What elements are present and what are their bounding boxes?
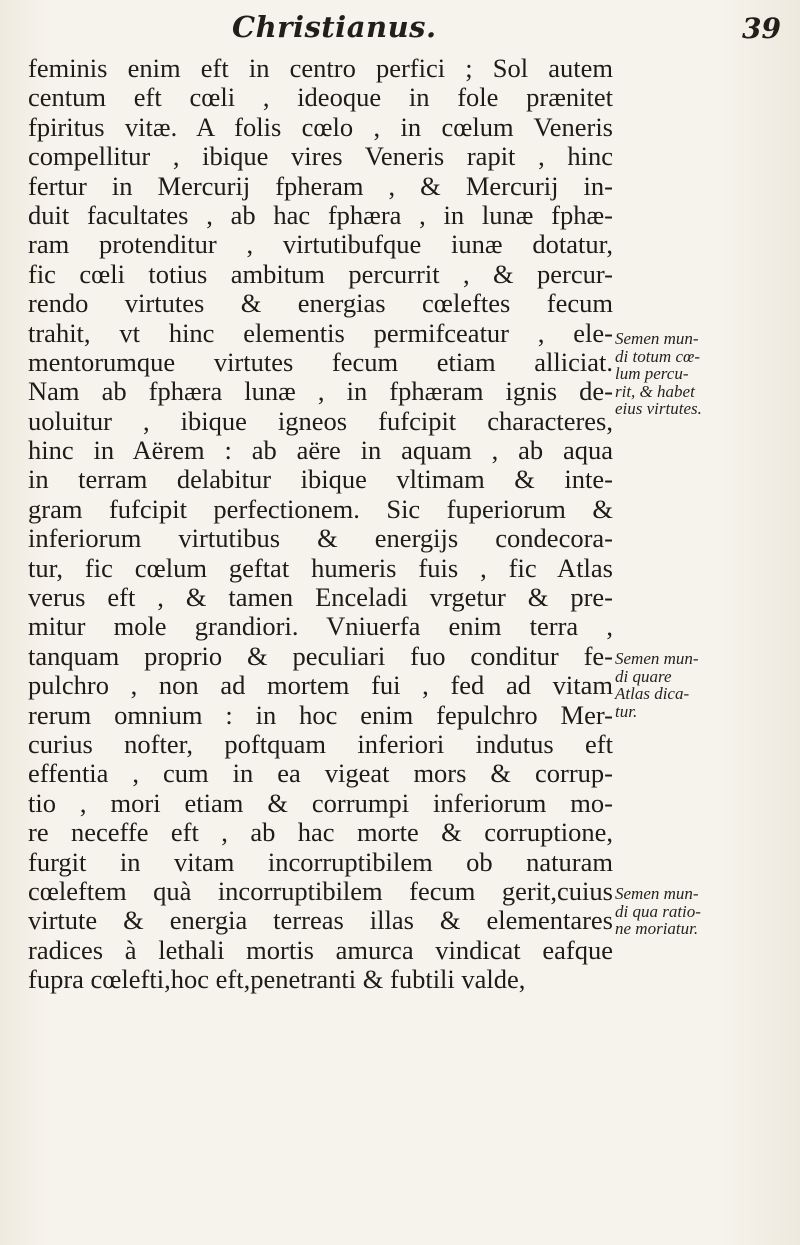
text-line: mitur mole grandiori. Vniuerfa enim terra , <box>28 611 613 642</box>
text-line: compellitur , ibique vires Veneris rapit , hinc <box>28 141 613 172</box>
text-line: inferiorum virtutibus & energijs condecora- <box>28 523 613 554</box>
text-line: in terram delabitur ibique vltimam & inte- <box>28 464 613 495</box>
body-text <box>28 54 613 995</box>
margin-note <box>615 330 797 418</box>
text-line: rerum omnium : in hoc enim fepulchro Mer- <box>28 699 613 730</box>
text-line: fpiritus vitæ. A folis cœlo , in cœlum Veneris <box>28 111 613 142</box>
text-line: tur, fic cœlum geftat humeris fuis , fic Atlas <box>28 552 613 583</box>
text-line: cœleftem quà incorruptibilem fecum gerit,cuius <box>28 875 613 906</box>
margin-note <box>615 650 797 720</box>
margin-note-line: eius virtutes. <box>615 399 702 418</box>
text-line: mentorumque virtutes fecum etiam alliciat. <box>28 346 613 377</box>
text-line: feminis enim eft in centro perfici ; Sol autem <box>28 53 613 83</box>
text-line: duit facultates , ab hac fphæra , in lunæ fphæ- <box>28 199 613 230</box>
text-line: furgit in vitam incorruptibilem ob naturam <box>28 846 613 877</box>
margin-note-line: di quare <box>615 666 672 686</box>
text-line: tanquam proprio & peculiari fuo conditur fe- <box>28 640 613 671</box>
text-line: curius nofter, poftquam inferiori indutus eft <box>28 728 613 759</box>
text-line: uoluitur , ibique igneos fufcipit characteres, <box>28 405 613 436</box>
page-number: 39 <box>742 12 781 45</box>
text-line: rendo virtutes & energias cœleftes fecum <box>28 288 613 319</box>
text-line: pulchro , non ad mortem fui , fed ad vitam <box>28 670 613 701</box>
margin-note-line: tur. <box>615 701 638 721</box>
margin-note-line: Semen mun- <box>615 649 699 668</box>
text-line: radices à lethali mortis amurca vindicat eafque <box>28 934 613 965</box>
text-line: verus eft , & tamen Enceladi vrgetur & pre- <box>28 582 613 613</box>
text-line: gram fufcipit perfectionem. Sic fuperiorum & <box>28 493 613 524</box>
text-line: effentia , cum in ea vigeat mors & corrup- <box>28 758 613 789</box>
text-line: trahit, vt hinc elementis permifceatur , ele- <box>28 317 613 348</box>
text-line: tio , mori etiam & corrumpi inferiorum mo- <box>28 787 613 818</box>
margin-note-line: lum percu- <box>615 364 689 383</box>
text-line: centum eft cœli , ideoque in fole prænitet <box>28 82 613 113</box>
margin-note-line: di qua ratio- <box>615 901 701 921</box>
page-header <box>0 6 800 50</box>
text-line: hinc in Aërem : ab aëre in aquam , ab aqua <box>28 435 613 466</box>
running-title: Christianus. <box>232 10 437 44</box>
text-line: fupra cœlefti,hoc eft,penetranti & fubtili valde, <box>28 964 526 995</box>
text-line: fic cœli totius ambitum percurrit , & percur- <box>28 258 613 289</box>
text-line: fertur in Mercurij fpheram , & Mercurij in- <box>28 170 613 201</box>
margin-note <box>615 885 797 938</box>
margin-note-line: Semen mun- <box>615 329 699 348</box>
text-line: virtute & energia terreas illas & elementares <box>28 905 613 936</box>
margin-note-line: Semen mun- <box>615 884 699 903</box>
text-line: ram protenditur , virtutibufque iunæ dotatur, <box>28 229 613 260</box>
text-line: Nam ab fphæra lunæ , in fphæram ignis de- <box>28 376 613 407</box>
margin-note-line: rit, & habet <box>615 381 695 401</box>
text-line: re neceffe eft , ab hac morte & corruptione, <box>28 817 613 848</box>
margin-note-line: ne moriatur. <box>615 919 699 938</box>
margin-note-line: di totum cœ- <box>615 346 700 366</box>
margin-note-line: Atlas dica- <box>615 684 690 703</box>
